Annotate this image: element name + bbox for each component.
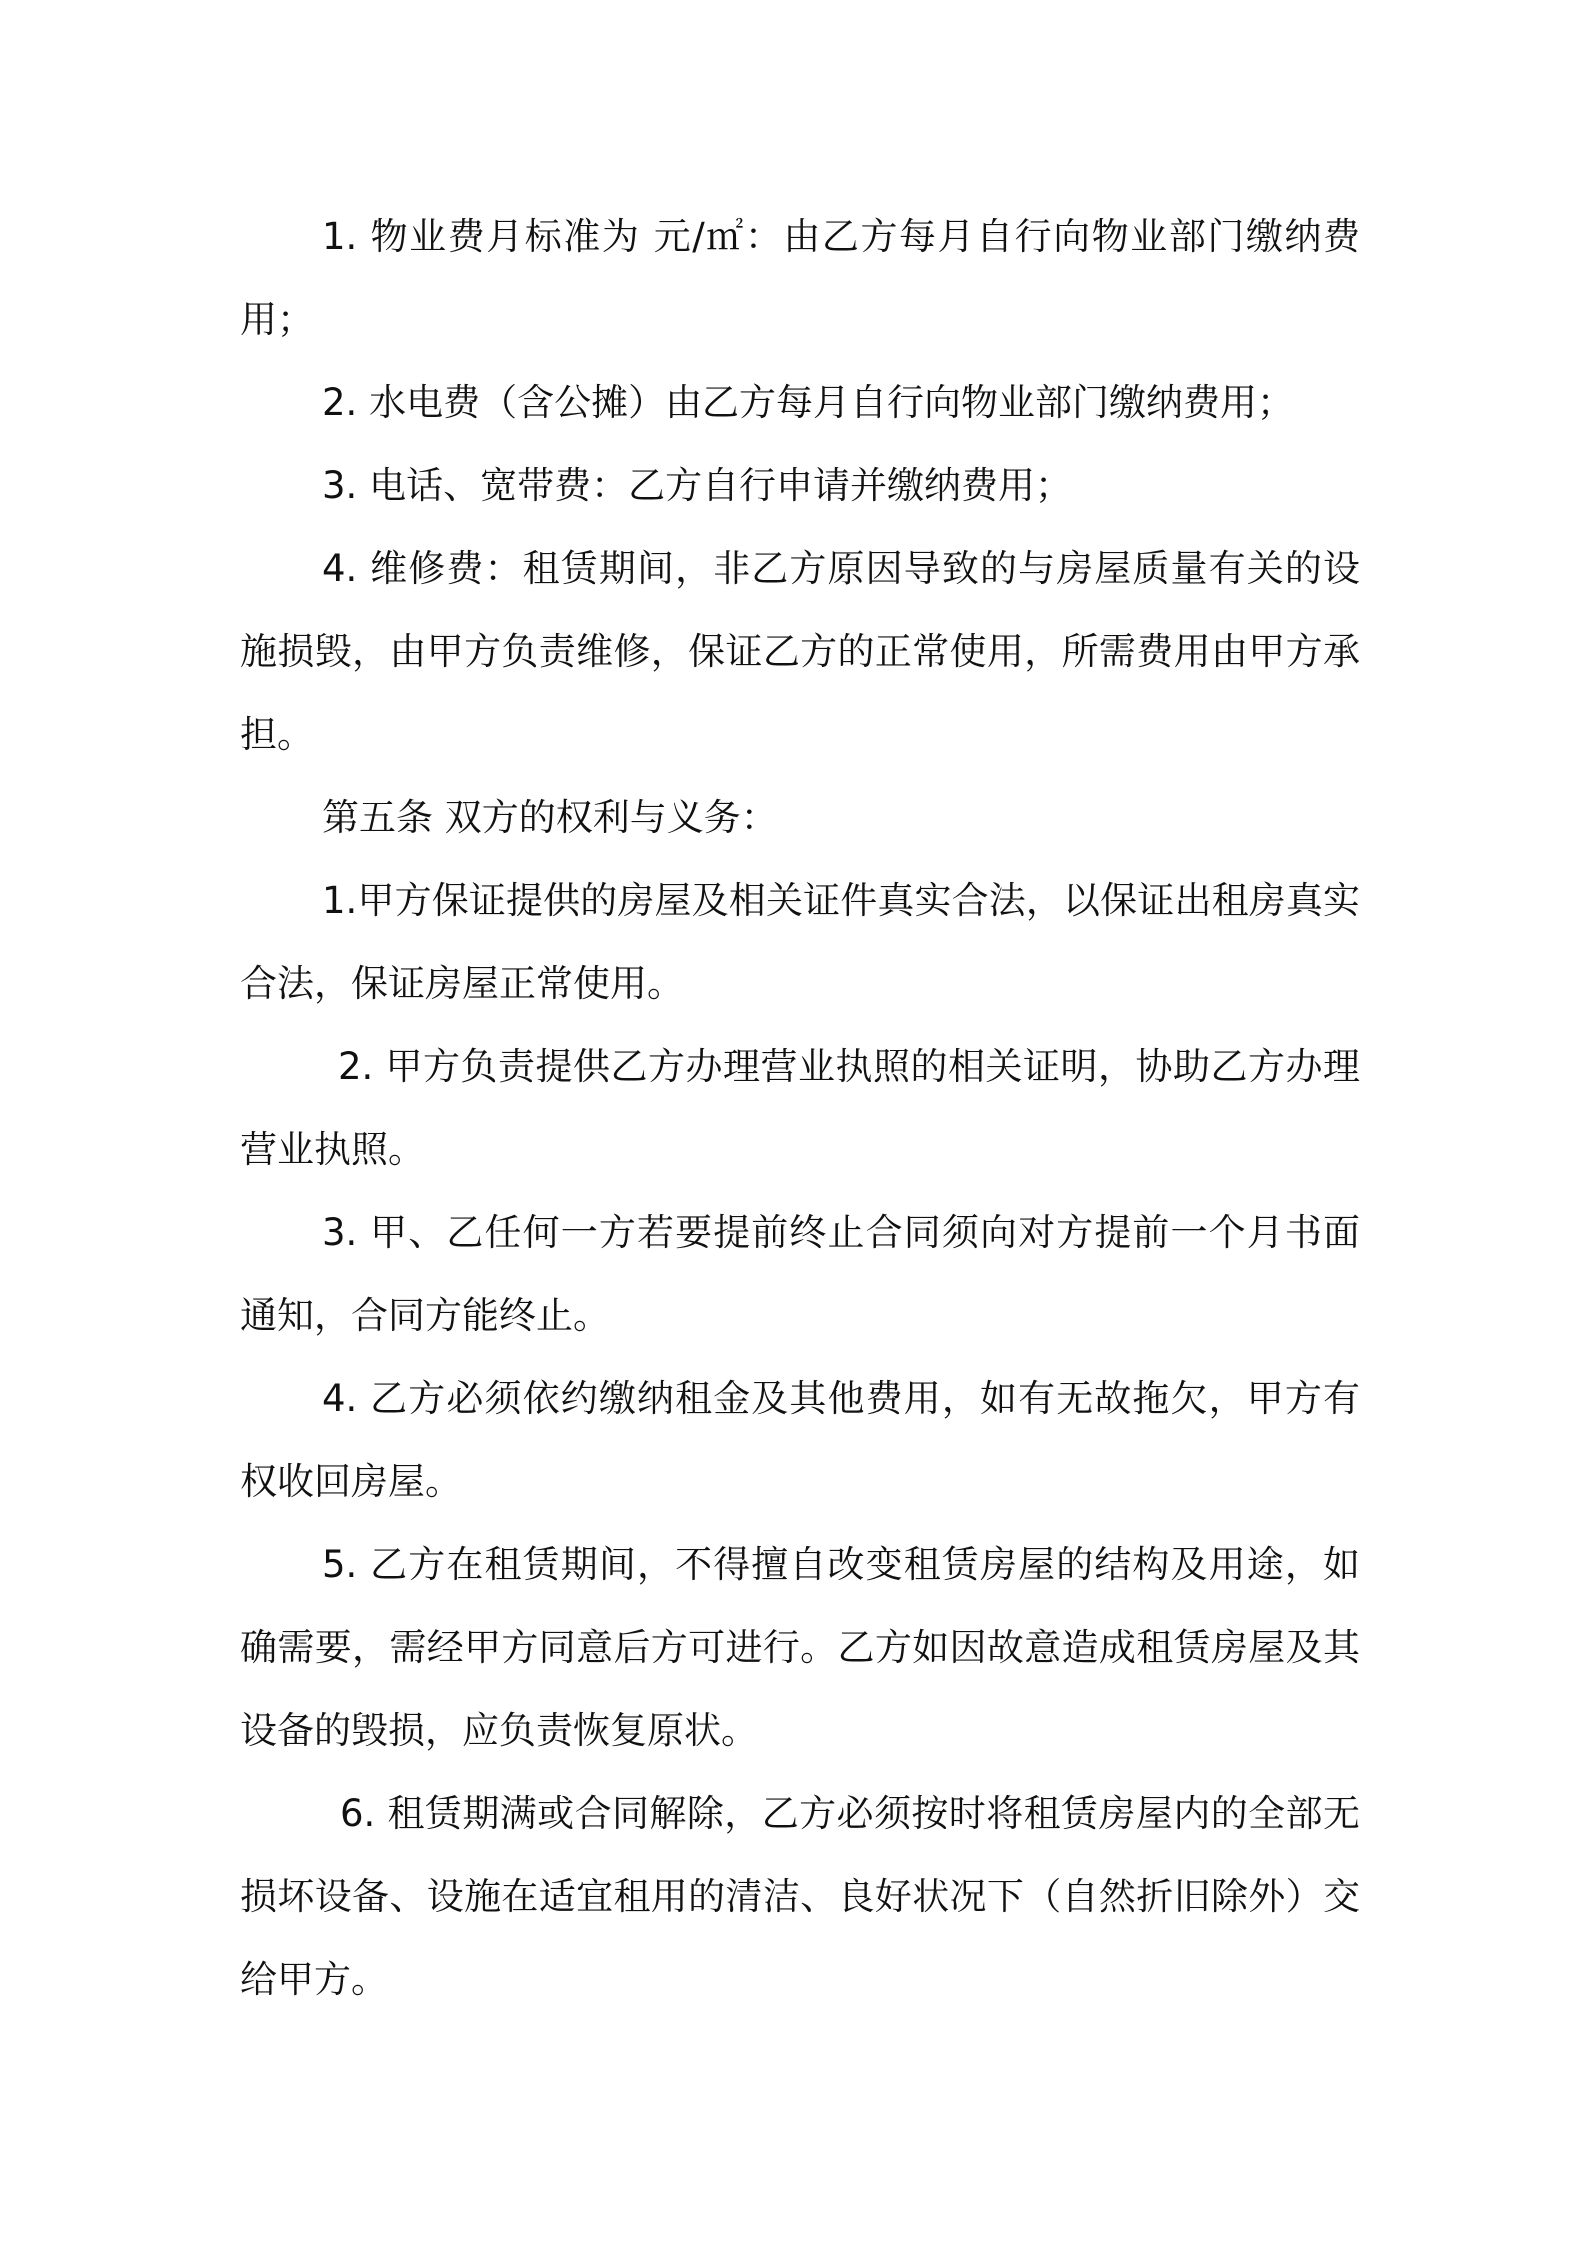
paragraph-rights-2: 2. 甲方负责提供乙方办理营业执照的相关证明，协助乙方办理营业执照。 bbox=[240, 1045, 1360, 1171]
paragraph-phone-broadband-fee: 3. 电话、宽带费：乙方自行申请并缴纳费用； bbox=[322, 464, 1073, 507]
document-page bbox=[240, 195, 1360, 2021]
paragraph-rights-5: 5. 乙方在租赁期间，不得擅自改变租赁房屋的结构及用途，如确需要，需经甲方同意后方可进行。乙方如因故意造成租赁房屋及其设备的毁损，应负责恢复原状。 bbox=[240, 1543, 1360, 1752]
paragraph-rights-1: 1.甲方保证提供的房屋及相关证件真实合法，以保证出租房真实合法，保证房屋正常使用。 bbox=[240, 879, 1360, 1005]
paragraph-property-fee: 1. 物业费月标准为 元/㎡：由乙方每月自行向物业部门缴纳费用； bbox=[240, 215, 1360, 341]
paragraph-rights-3: 3. 甲、乙任何一方若要提前终止合同须向对方提前一个月书面通知，合同方能终止。 bbox=[240, 1211, 1360, 1337]
paragraph-rights-4: 4. 乙方必须依约缴纳租金及其他费用，如有无故拖欠，甲方有权收回房屋。 bbox=[240, 1377, 1360, 1503]
paragraph-utilities-fee: 2. 水电费（含公摊）由乙方每月自行向物业部门缴纳费用； bbox=[322, 381, 1295, 424]
paragraph-rights-6: 6. 租赁期满或合同解除，乙方必须按时将租赁房屋内的全部无损坏设备、设施在适宜租用的清洁、良好状况下（自然折旧除外）交给甲方。 bbox=[240, 1792, 1360, 2001]
paragraph-maintenance-fee: 4. 维修费：租赁期间，非乙方原因导致的与房屋质量有关的设施损毁，由甲方负责维修，保证乙方的正常使用，所需费用由甲方承担。 bbox=[240, 547, 1360, 756]
section-heading-article-5: 第五条 双方的权利与义务： bbox=[322, 796, 778, 839]
